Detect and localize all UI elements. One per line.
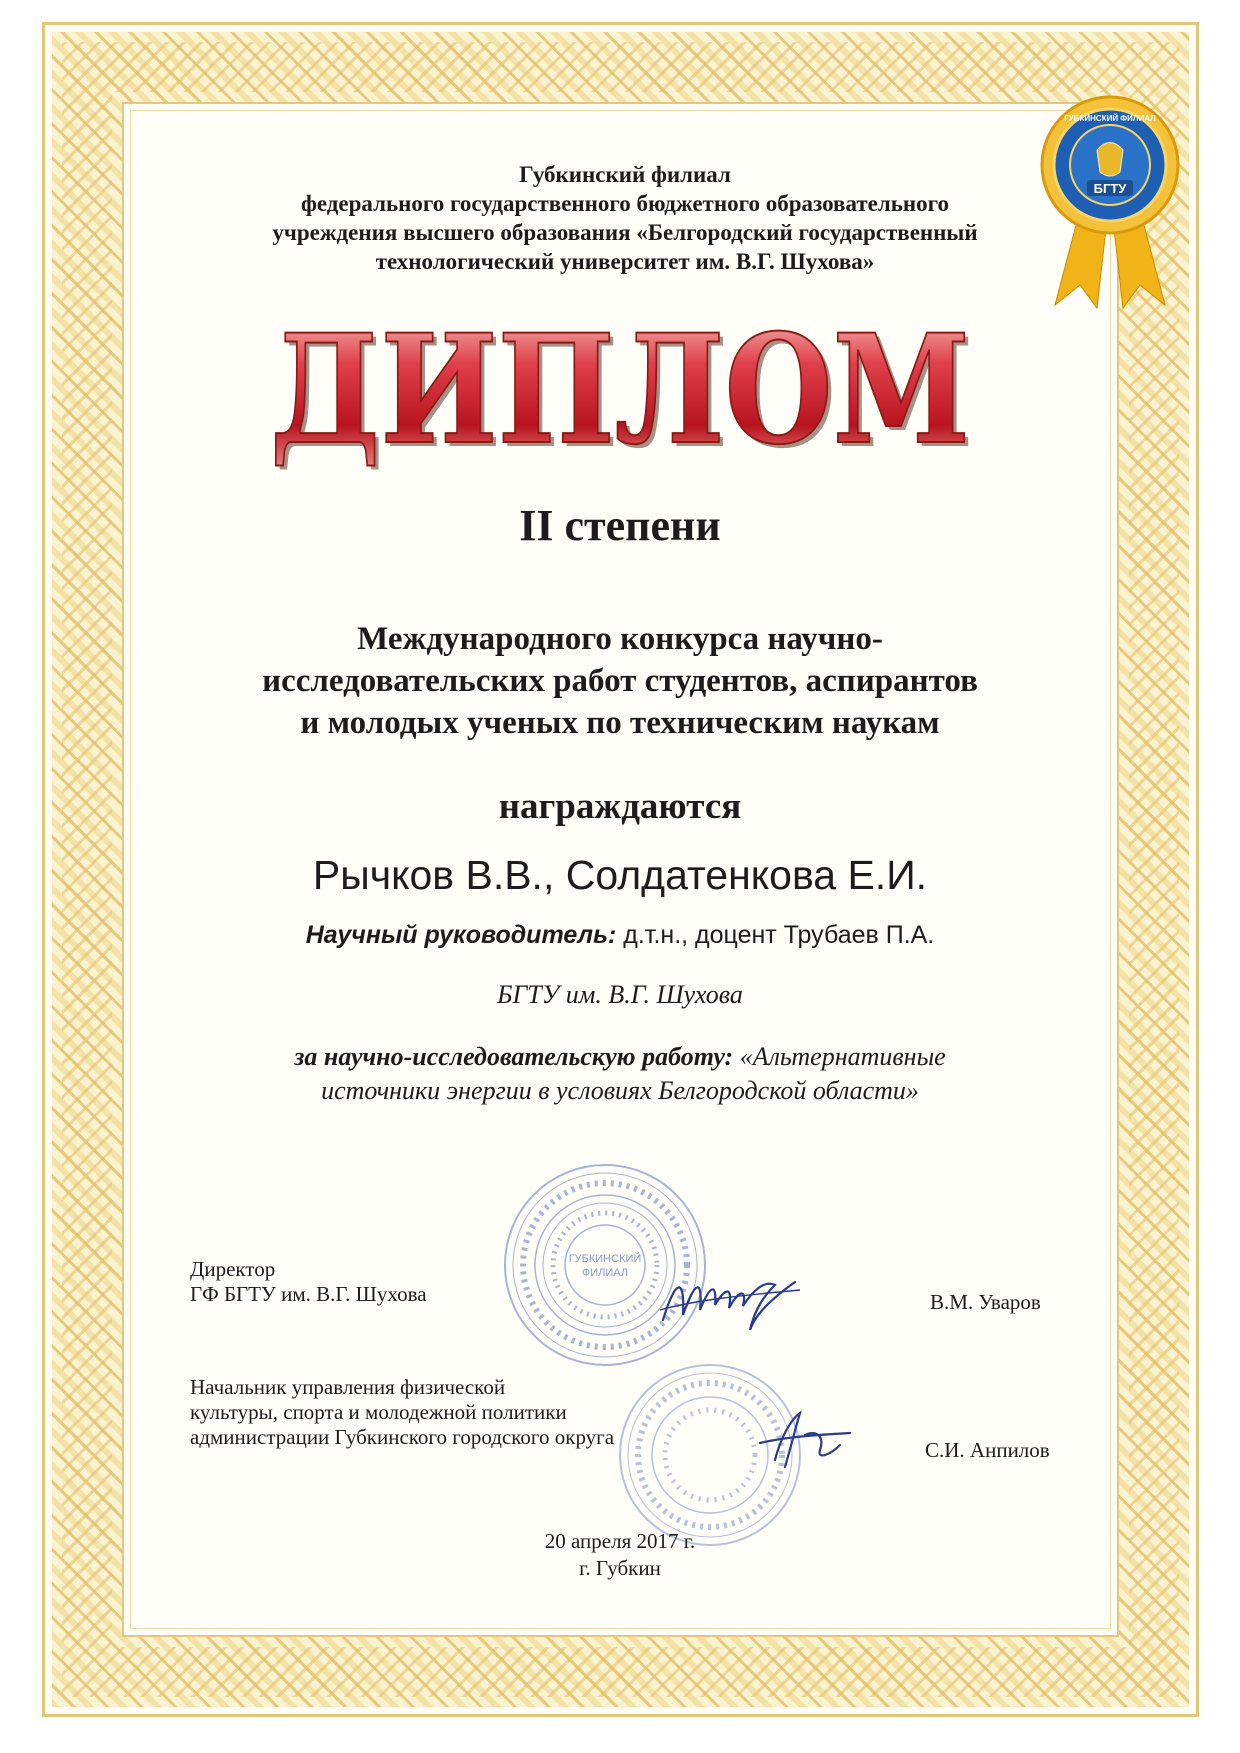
contest-name: [150, 618, 1090, 744]
university: БГТУ им. В.Г. Шухова: [497, 980, 743, 1009]
stamp-1-center-line2: ФИЛИАЛ: [581, 1267, 629, 1279]
org-line-1: Губкинский филиал: [519, 162, 731, 187]
supervisor-value: д.т.н., доцент Трубаев П.А.: [623, 921, 935, 949]
medal-icon: [1035, 90, 1185, 310]
signatory-2-title: [190, 1375, 614, 1450]
recipients: Рычков В.В., Солдатенкова Е.И.: [312, 852, 928, 898]
degree-label: II степени: [519, 501, 721, 550]
awarded-label: награждаются: [498, 786, 742, 827]
work-label: за научно-исследовательскую работу:: [294, 1042, 734, 1071]
diploma-title: [240, 318, 1000, 473]
signatory-1-title-line2: ГФ БГТУ им. В.Г. Шухова: [190, 1282, 427, 1306]
signature-2: [745, 1405, 865, 1475]
org-line-4: технологический университет им. В.Г. Шухова»: [375, 249, 875, 274]
issue-date: 20 апреля 2017 г.: [544, 1529, 696, 1553]
contest-line-3: и молодых ученых по техническим наукам: [300, 705, 940, 741]
organization-header: [200, 160, 1050, 276]
signatory-1-title-line1: Директор: [190, 1257, 276, 1281]
medal-text-top: ГУБКИНСКИЙ ФИЛИАЛ: [1064, 114, 1156, 123]
work-title-part1: «Альтернативные: [739, 1042, 946, 1071]
medal-text-bottom: БГТУ: [1093, 181, 1127, 196]
signatory-2-title-line2: культуры, спорта и молодежной политики: [190, 1400, 567, 1424]
supervisor-label: Научный руководитель:: [305, 921, 617, 949]
signatory-2-title-line3: администрации Губкинского городского округа: [190, 1425, 615, 1449]
contest-line-2: исследовательских работ студентов, аспирантов: [262, 663, 978, 699]
org-line-3: учреждения высшего образования «Белгородский государственный: [272, 220, 978, 245]
issue-city: г. Губкин: [579, 1556, 661, 1580]
supervisor-line: [0, 921, 1240, 950]
work-title-part2: источники энергии в условиях Белгородской области»: [321, 1076, 919, 1105]
footer: [0, 1528, 1240, 1582]
signatory-1-name: В.М. Уваров: [930, 1290, 1041, 1314]
signatory-2-title-line1: Начальник управления физической: [190, 1375, 506, 1399]
signatory-2-name: С.И. Анпилов: [925, 1438, 1050, 1462]
stamp-1-center-line1: ГУБКИНСКИЙ: [568, 1253, 642, 1265]
work-description: [180, 1040, 1060, 1108]
signature-1: [655, 1260, 805, 1340]
contest-line-1: Международного конкурса научно-: [357, 621, 883, 657]
org-line-2: федерального государственного бюджетного образовательного: [300, 191, 950, 216]
title-text: ДИПЛОМ: [270, 318, 970, 473]
title-shadow: ДИПЛОМ: [274, 318, 974, 473]
signatory-1-title: [190, 1257, 427, 1307]
